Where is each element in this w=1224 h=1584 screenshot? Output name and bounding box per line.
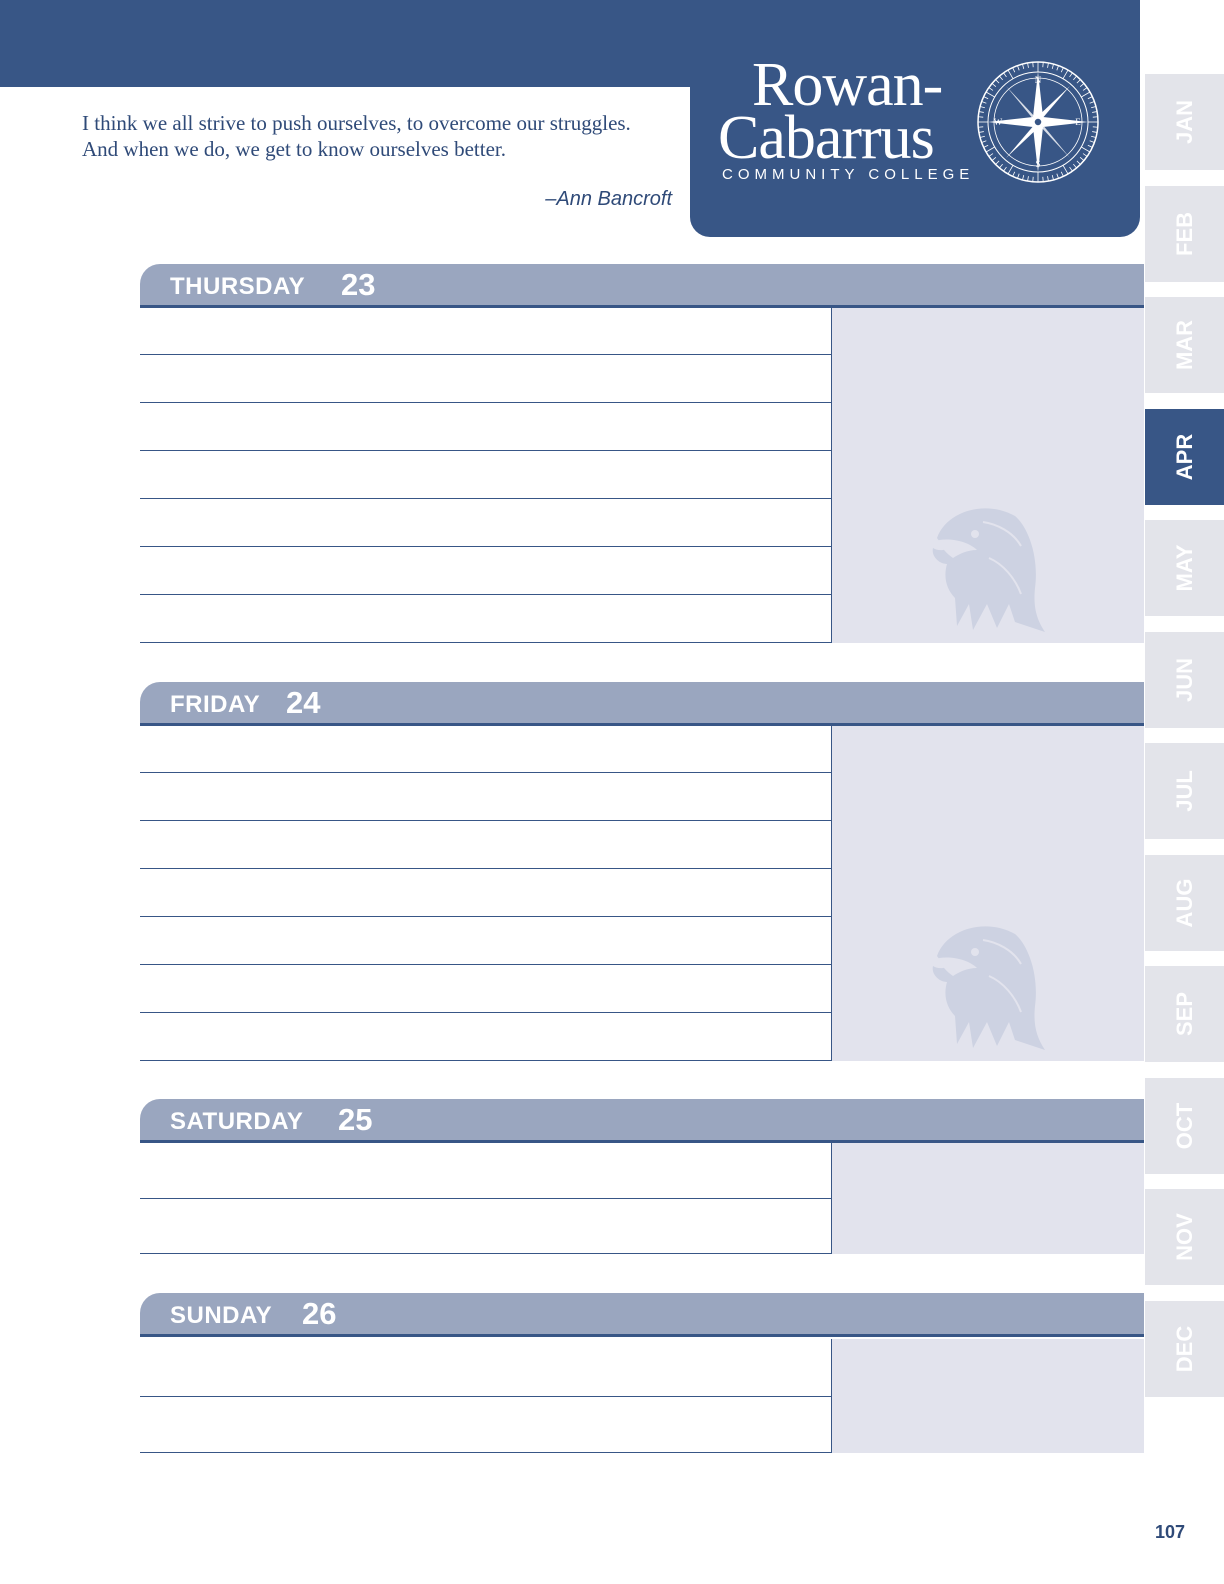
writing-line[interactable] bbox=[140, 595, 831, 643]
month-tab-aug[interactable] bbox=[1145, 855, 1224, 951]
month-tab-may[interactable] bbox=[1145, 520, 1224, 616]
month-tab-label: MAY bbox=[1171, 544, 1197, 592]
month-tab-jan[interactable] bbox=[1145, 74, 1224, 170]
writing-line[interactable] bbox=[140, 499, 831, 547]
month-tab-label: JAN bbox=[1171, 99, 1197, 145]
writing-line[interactable] bbox=[140, 355, 831, 403]
notes-panel-sunday[interactable] bbox=[832, 1339, 1144, 1453]
writing-line[interactable] bbox=[140, 1013, 831, 1061]
compass-west-label: W bbox=[993, 117, 1003, 127]
notes-panel-thursday[interactable] bbox=[832, 308, 1144, 643]
day-header-saturday bbox=[140, 1099, 1144, 1143]
writing-line[interactable] bbox=[140, 726, 831, 773]
page-number: 107 bbox=[1154, 1522, 1186, 1542]
month-tab-nov[interactable] bbox=[1145, 1189, 1224, 1285]
day-name: THURSDAY bbox=[170, 273, 306, 300]
compass-icon bbox=[974, 58, 1102, 186]
month-tab-label: OCT bbox=[1171, 1102, 1197, 1150]
writing-lines-saturday[interactable] bbox=[140, 1143, 832, 1254]
month-tab-mar[interactable] bbox=[1145, 297, 1224, 393]
month-tab-sep[interactable] bbox=[1145, 966, 1224, 1062]
writing-line[interactable] bbox=[140, 917, 831, 965]
month-tab-label: MAR bbox=[1171, 319, 1197, 371]
day-number: 26 bbox=[302, 1296, 337, 1331]
day-name: SUNDAY bbox=[170, 1302, 273, 1329]
writing-lines-sunday[interactable] bbox=[140, 1339, 832, 1453]
compass-south-label: S bbox=[1035, 159, 1041, 169]
writing-line[interactable] bbox=[140, 773, 831, 821]
day-number: 25 bbox=[338, 1102, 373, 1137]
compass-east-label: E bbox=[1075, 117, 1081, 127]
month-tab-label: FEB bbox=[1171, 212, 1197, 256]
writing-lines-thursday[interactable] bbox=[140, 308, 832, 643]
month-tab-label: NOV bbox=[1171, 1213, 1197, 1261]
writing-line[interactable] bbox=[140, 1397, 831, 1453]
logo-subtitle: COMMUNITY COLLEGE bbox=[722, 166, 975, 183]
notes-panel-saturday[interactable] bbox=[832, 1143, 1144, 1254]
eagle-icon bbox=[917, 498, 1047, 638]
quote-author: –Ann Bancroft bbox=[545, 188, 672, 210]
writing-line[interactable] bbox=[140, 869, 831, 917]
writing-line[interactable] bbox=[140, 308, 831, 355]
day-header-sunday bbox=[140, 1293, 1144, 1337]
writing-line[interactable] bbox=[140, 1339, 831, 1397]
day-header-thursday bbox=[140, 264, 1144, 308]
month-tab-jul[interactable] bbox=[1145, 743, 1224, 839]
logo-line-1: Rowan- bbox=[752, 51, 943, 119]
eagle-icon bbox=[917, 916, 1047, 1056]
writing-line[interactable] bbox=[140, 547, 831, 595]
writing-line[interactable] bbox=[140, 1199, 831, 1254]
month-tab-jun[interactable] bbox=[1145, 632, 1224, 728]
month-tab-label: DEC bbox=[1171, 1325, 1197, 1373]
day-header-friday bbox=[140, 682, 1144, 726]
notes-panel-friday[interactable] bbox=[832, 726, 1144, 1061]
day-name: FRIDAY bbox=[170, 691, 261, 718]
day-number: 23 bbox=[341, 267, 376, 302]
month-tab-dec[interactable] bbox=[1145, 1301, 1224, 1397]
writing-line[interactable] bbox=[140, 451, 831, 499]
month-tab-feb[interactable] bbox=[1145, 186, 1224, 282]
month-tab-label: JUL bbox=[1171, 770, 1197, 812]
month-tab-label: AUG bbox=[1171, 878, 1197, 928]
compass-north-label: N bbox=[1034, 75, 1042, 85]
month-tab-label: APR bbox=[1171, 433, 1197, 481]
writing-lines-friday[interactable] bbox=[140, 726, 832, 1061]
logo-line-2: Cabarrus bbox=[718, 104, 934, 172]
day-name: SATURDAY bbox=[170, 1108, 304, 1135]
writing-line[interactable] bbox=[140, 1143, 831, 1199]
month-tab-apr[interactable] bbox=[1145, 409, 1224, 505]
month-tab-label: SEP bbox=[1171, 991, 1197, 1037]
writing-line[interactable] bbox=[140, 821, 831, 869]
month-tab-label: JUN bbox=[1171, 657, 1197, 703]
day-number: 24 bbox=[286, 685, 321, 720]
writing-line[interactable] bbox=[140, 403, 831, 451]
quote-text: I think we all strive to push ourselves, to overcome our struggles. And when we do, we get to know ourselves better. bbox=[82, 111, 631, 161]
writing-line[interactable] bbox=[140, 965, 831, 1013]
month-tab-oct[interactable] bbox=[1145, 1078, 1224, 1174]
